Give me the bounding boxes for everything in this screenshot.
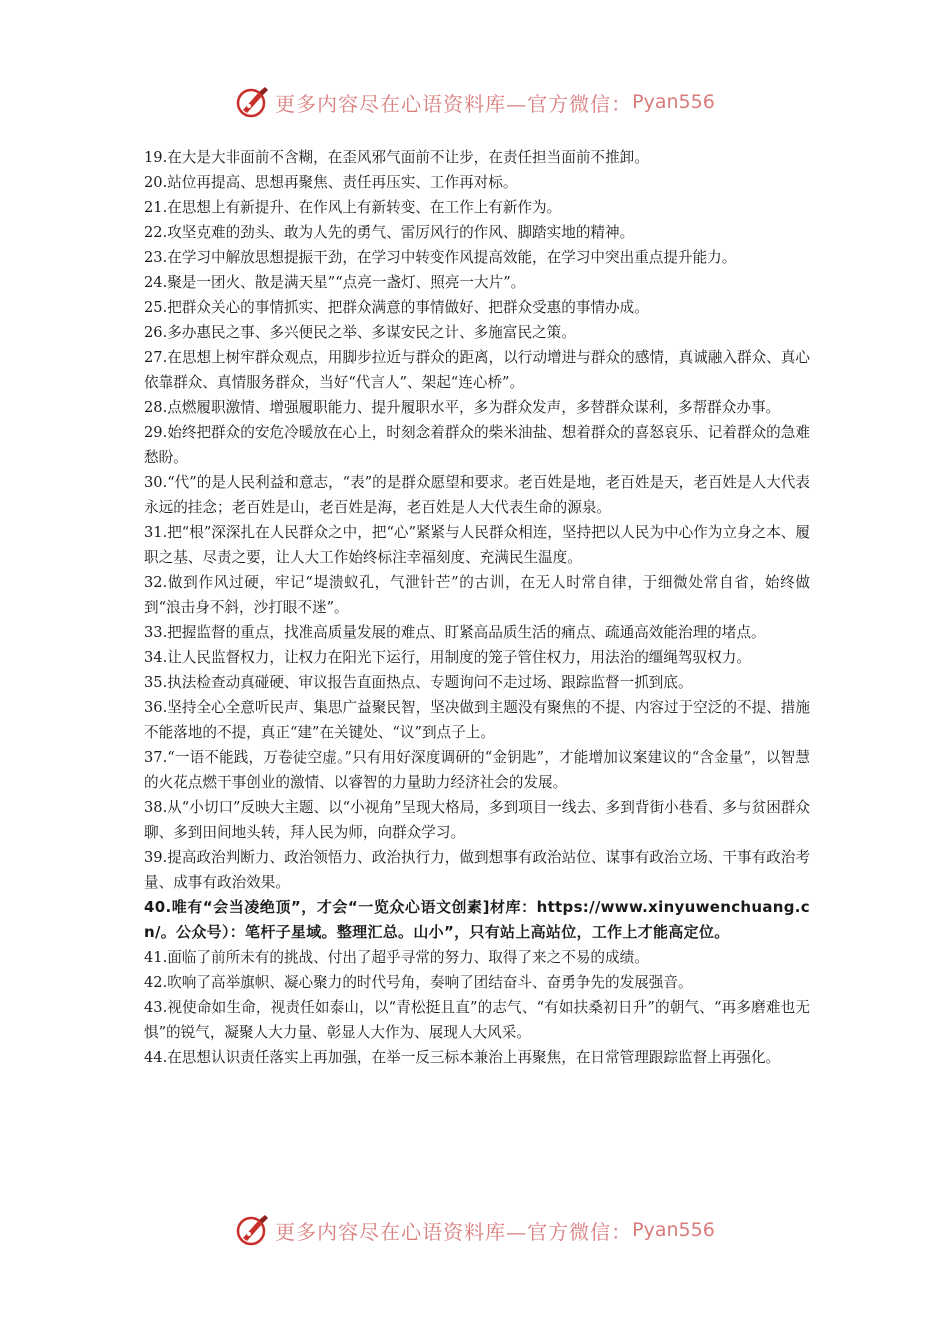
list-item: 41.面临了前所未有的挑战、付出了超乎寻常的努力、取得了来之不易的成绩。 (144, 949, 649, 966)
list-item: 30.“代”的是人民利益和意志，“表”的是群众愿望和要求。老百姓是地，老百姓是天，老百姓是人大代表永远的挂念；老百姓是山，老百姓是海，老百姓是人大代表生命的源泉。 (144, 474, 810, 516)
list-item-highlight: 40.唯有“会当凌绝顶”，才会“一览众心语文创素]材库：https://www.xinyuwenchuang.cn/。公众号）：笔杆子星域。整理汇总。山小”，只有站上高站位，工作上才能高定位。 (144, 898, 810, 941)
list-item: 26.多办惠民之事、多兴便民之举、多谋安民之计、多施富民之策。 (144, 324, 576, 341)
list-item: 38.从“小切口”反映大主题、以“小视角”呈现大格局，多到项目一线去、多到背街小巷看、多与贫困群众聊、多到田间地头转，拜人民为师，向群众学习。 (144, 799, 810, 841)
list-item: 19.在大是大非面前不含糊，在歪风邪气面前不让步，在责任担当面前不推卸。 (144, 149, 649, 166)
list-item: 34.让人民监督权力，让权力在阳光下运行，用制度的笼子管住权力，用法治的缰绳驾驭权力。 (144, 649, 751, 666)
list-item: 33.把握监督的重点，找准高质量发展的难点、盯紧高品质生活的痛点、疏通高效能治理的堵点。 (144, 624, 766, 641)
pen-logo-icon (235, 1212, 271, 1248)
list-item: 24.聚是一团火、散是满天星”“点亮一盏灯、照亮一大片”。 (144, 274, 526, 291)
list-item: 43.视使命如生命，视责任如泰山，以“青松挺且直”的志气、“有如扶桑初日升”的朝气、“再多磨难也无惧”的锐气，凝聚人大力量、彰显人大作为、展现人大风采。 (144, 999, 810, 1041)
list-item: 25.把群众关心的事情抓实、把群众满意的事情做好、把群众受惠的事情办成。 (144, 299, 649, 316)
list-item: 28.点燃履职激情、增强履职能力、提升履职水平，多为群众发声，多替群众谋利，多帮群众办事。 (144, 399, 781, 416)
list-item: 27.在思想上树牢群众观点，用脚步拉近与群众的距离，以行动增进与群众的感情，真诚融入群众、真心依靠群众、真情服务群众，当好“代言人”、架起“连心桥”。 (144, 349, 810, 391)
banner-id: Pyan556 (632, 91, 715, 113)
list-item: 37.“一语不能践，万卷徒空虚。”只有用好深度调研的“金钥匙”，才能增加议案建议的“含金量”，以智慧的火花点燃干事创业的激情、以睿智的力量助力经济社会的发展。 (144, 749, 810, 791)
list-item: 42.吹响了高举旗帜、凝心聚力的时代号角，奏响了团结奋斗、奋勇争先的发展强音。 (144, 974, 693, 991)
list-item: 29.始终把群众的安危冷暖放在心上，时刻念着群众的柴米油盐、想着群众的喜怒哀乐、记着群众的急难愁盼。 (144, 424, 810, 466)
list-item: 36.坚持全心全意听民声、集思广益聚民智，坚决做到主题没有聚焦的不提、内容过于空泛的不提、措施不能落地的不提，真正“建”在关键处、“议”到点子上。 (144, 699, 810, 741)
banner-id: Pyan556 (632, 1219, 715, 1241)
list-item: 32.做到作风过硬，牢记“堤溃蚁孔，气泄针芒”的古训，在无人时常自律，于细微处常自省，始终做到“浪击身不斜，沙打眼不迷”。 (144, 574, 810, 616)
document-body (144, 145, 810, 1070)
list-item: 39.提高政治判断力、政治领悟力、政治执行力，做到想事有政治站位、谋事有政治立场、干事有政治考量、成事有政治效果。 (144, 849, 810, 891)
banner-text: 更多内容尽在心语资料库—官方微信： (275, 1219, 633, 1244)
pen-logo-icon (235, 84, 271, 120)
banner-text: 更多内容尽在心语资料库—官方微信： (275, 91, 633, 116)
list-item: 44.在思想认识责任落实上再加强，在举一反三标本兼治上再聚焦，在日常管理跟踪监督上再强化。 (144, 1049, 781, 1066)
footer-banner (0, 1210, 950, 1250)
header-banner (0, 82, 950, 122)
list-item: 23.在学习中解放思想提振干劲，在学习中转变作风提高效能，在学习中突出重点提升能力。 (144, 249, 737, 266)
list-item: 21.在思想上有新提升、在作风上有新转变、在工作上有新作为。 (144, 199, 562, 216)
list-item: 31.把“根”深深扎在人民群众之中，把“心”紧紧与人民群众相连，坚持把以人民为中心作为立身之本、履职之基、尽责之要，让人大工作始终标注幸福刻度、充满民生温度。 (144, 524, 810, 566)
list-item: 22.攻坚克难的劲头、敢为人先的勇气、雷厉风行的作风、脚踏实地的精神。 (144, 224, 635, 241)
list-item: 20.站位再提高、思想再聚焦、责任再压实、工作再对标。 (144, 174, 518, 191)
list-item: 35.执法检查动真碰硬、审议报告直面热点、专题询问不走过场、跟踪监督一抓到底。 (144, 674, 693, 691)
